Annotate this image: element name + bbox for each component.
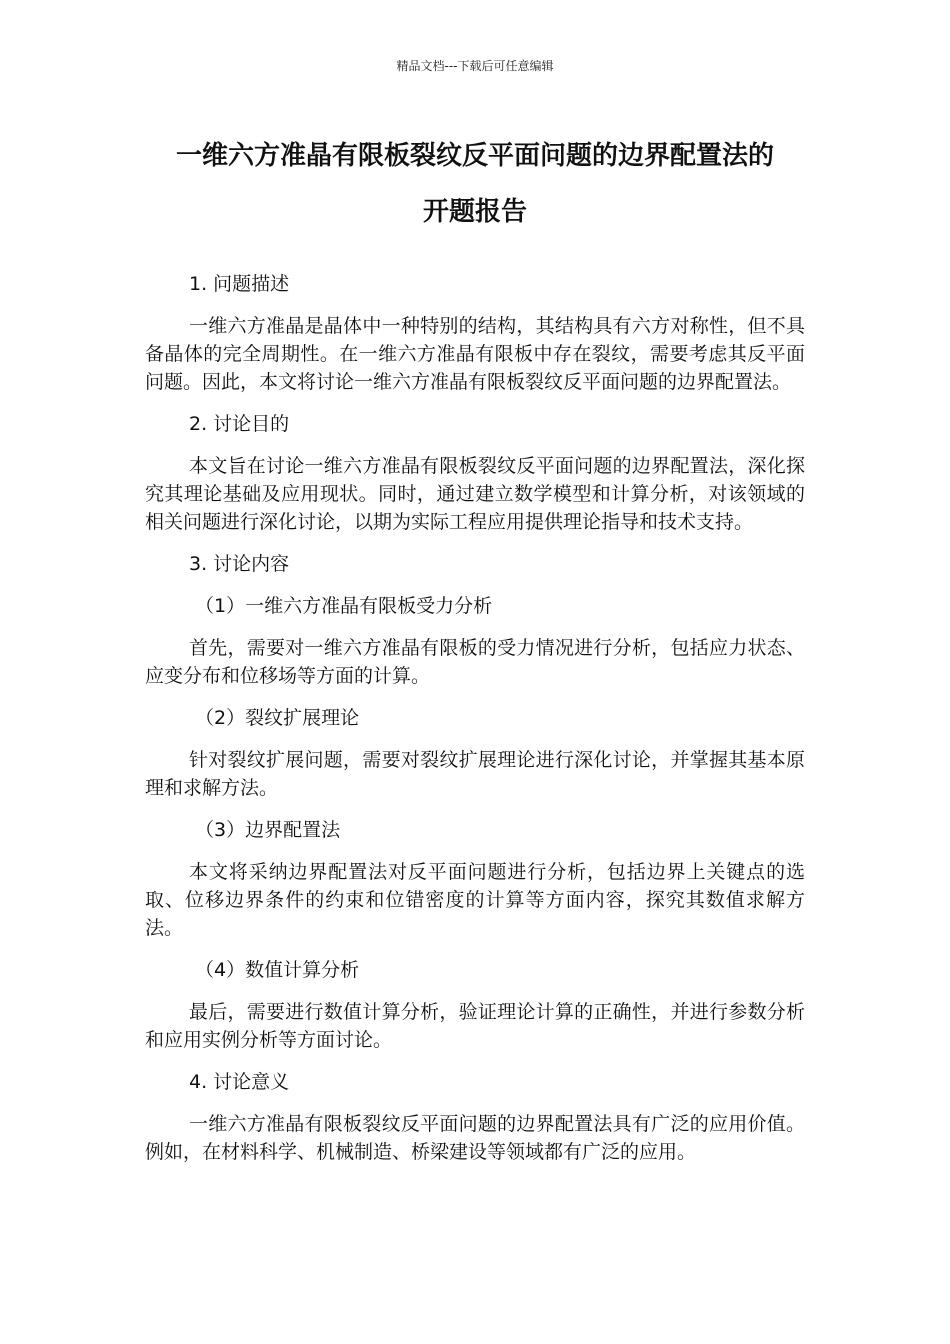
section-heading-purpose: 2. 讨论目的 [189,413,290,435]
paragraph-purpose: 本文旨在讨论一维六方准晶有限板裂纹反平面问题的边界配置法，深化探究其理论基础及应用现状。同时，通过建立数学模型和计算分析，对该领域的相关问题进行深化讨论，以期为实际工程应用提供理论指导和技术支持。 [145,455,805,533]
paragraph-boundary-method: 本文将采纳边界配置法对反平面问题进行分析，包括边界上关键点的选取、位移边界条件的约束和位错密度的计算等方面内容，探究其数值求解方法。 [145,861,805,939]
paragraph-crack-theory: 针对裂纹扩展问题，需要对裂纹扩展理论进行深化讨论，并掌握其基本原理和求解方法。 [145,749,805,799]
subsection-heading-force-analysis: （1）一维六方准晶有限板受力分析 [195,595,493,617]
document-title-line-1: 一维六方准晶有限板裂纹反平面问题的边界配置法的 [175,141,774,171]
paragraph-problem: 一维六方准晶是晶体中一种特别的结构，其结构具有六方对称性，但不具备晶体的完全周期性。在一维六方准晶有限板中存在裂纹，需要考虑其反平面问题。因此，本文将讨论一维六方准晶有限板裂纹反平面问题的边界配置法。 [145,315,805,393]
document-title-line-2: 开题报告 [422,197,527,227]
header-note: 精品文档---下载后可任意编辑 [396,59,554,73]
subsection-heading-crack-theory: （2）裂纹扩展理论 [195,707,360,729]
paragraph-significance: 一维六方准晶有限板裂纹反平面问题的边界配置法具有广泛的应用价值。例如，在材料科学、机械制造、桥梁建设等领域都有广泛的应用。 [145,1113,805,1163]
paragraph-numerical: 最后，需要进行数值计算分析，验证理论计算的正确性，并进行参数分析和应用实例分析等方面讨论。 [145,1001,805,1051]
section-heading-problem: 1. 问题描述 [189,273,290,295]
document-body [145,270,805,1180]
section-heading-content: 3. 讨论内容 [189,553,290,575]
section-heading-significance: 4. 讨论意义 [189,1071,290,1093]
subsection-heading-numerical: （4）数值计算分析 [195,959,360,981]
subsection-heading-boundary-method: （3）边界配置法 [195,819,341,841]
paragraph-force-analysis: 首先，需要对一维六方准晶有限板的受力情况进行分析，包括应力状态、应变分布和位移场等方面的计算。 [145,637,805,687]
